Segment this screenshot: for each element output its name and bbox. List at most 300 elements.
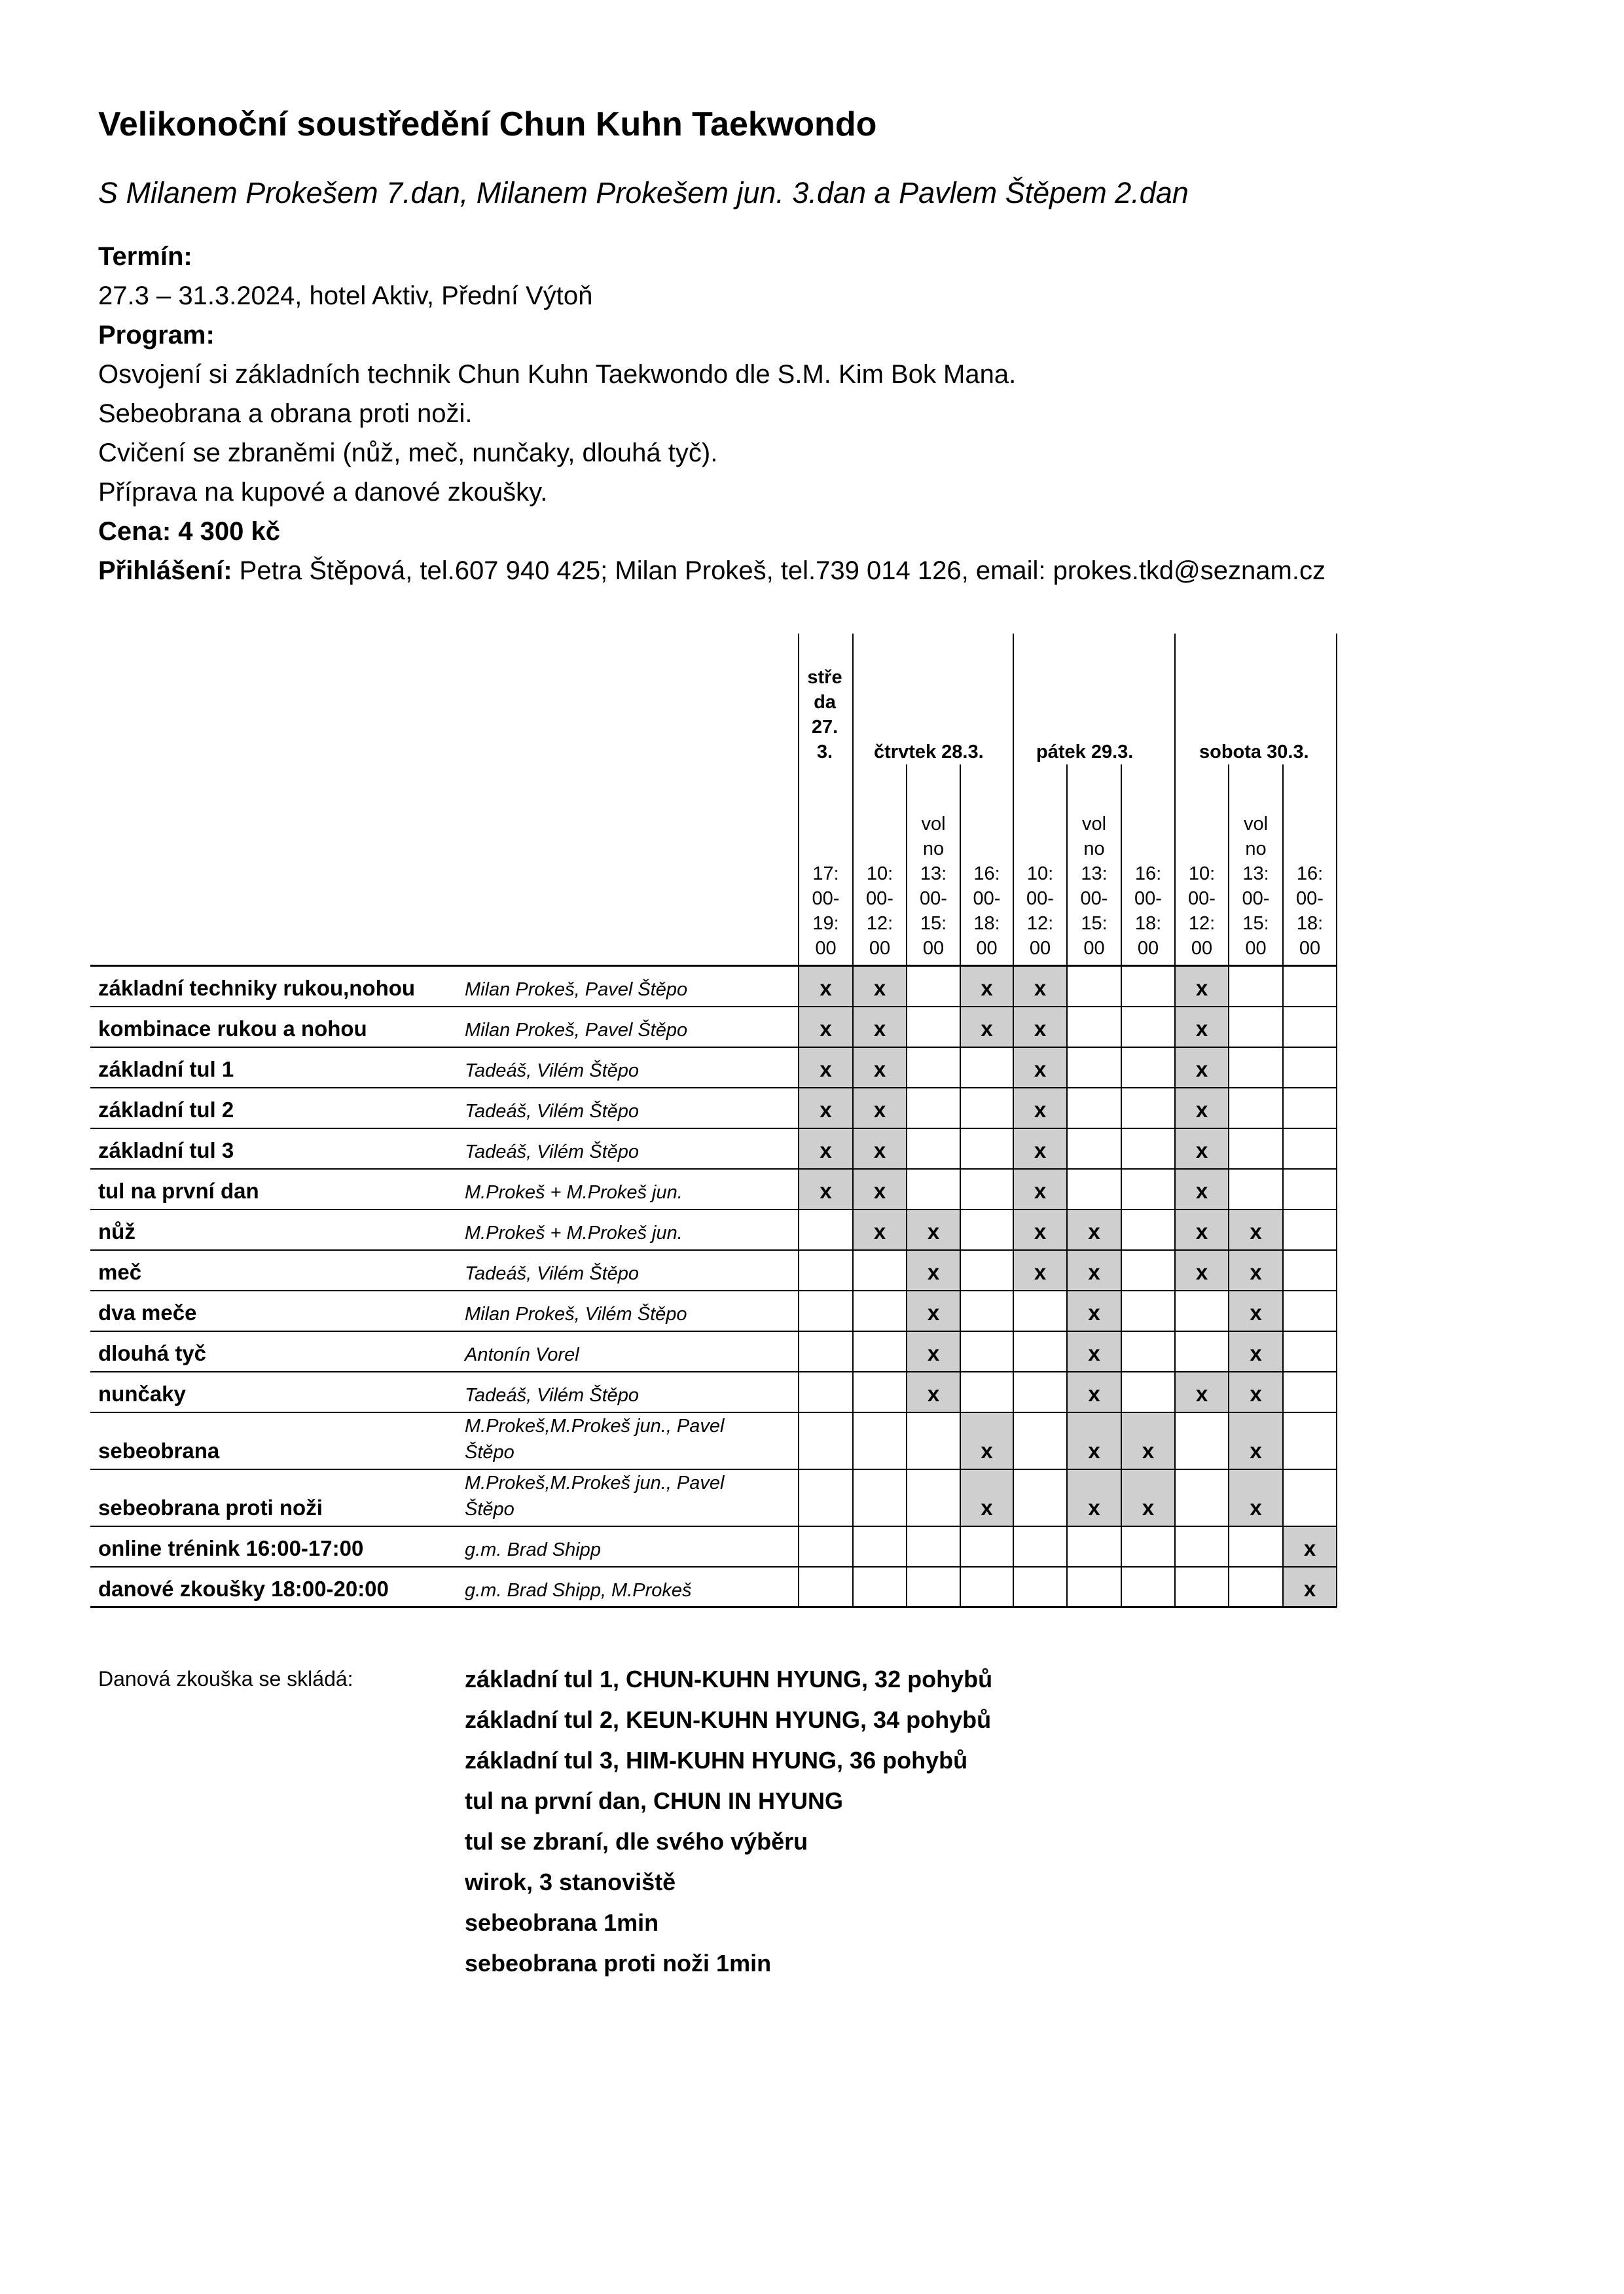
- time-slot-line: 00: [1245, 938, 1267, 959]
- time-slot-line: 00: [815, 938, 837, 959]
- scheduled-cell: [960, 1412, 1013, 1469]
- empty-cell: [907, 1526, 960, 1567]
- schedule-mark: x: [1195, 1219, 1208, 1244]
- time-slot-line: vol: [921, 814, 946, 834]
- registration: [98, 551, 1326, 590]
- empty-cell: [1175, 1291, 1229, 1331]
- schedule-mark: x: [1195, 1098, 1208, 1122]
- time-slot-line: 13:: [920, 863, 947, 884]
- empty-cell: [1175, 1469, 1229, 1526]
- scheduled-cell: [1229, 1372, 1283, 1412]
- schedule-mark: x: [1088, 1496, 1100, 1520]
- row-rule: [90, 1209, 1337, 1210]
- scheduled-cell: [853, 1007, 907, 1047]
- bottom-rule: [90, 1606, 1337, 1608]
- scheduled-cell: [907, 1291, 960, 1331]
- time-slot: [1179, 861, 1225, 961]
- empty-cell: [907, 1469, 960, 1526]
- time-slot-line: 18:: [1134, 913, 1162, 934]
- row-rule: [90, 1006, 1337, 1007]
- day-border: [1174, 634, 1176, 1607]
- schedule-mark: x: [1195, 1260, 1208, 1284]
- empty-cell: [853, 1291, 907, 1331]
- program-line: Příprava na kupové a danové zkoušky.: [98, 478, 548, 507]
- empty-cell: [907, 1567, 960, 1607]
- instructor-label: [465, 1220, 683, 1246]
- schedule-mark: x: [820, 1138, 832, 1162]
- instructor-line: M.Prokeš + M.Prokeš jun.: [465, 1223, 683, 1244]
- scheduled-cell: [1175, 1088, 1229, 1128]
- scheduled-cell: [1229, 1291, 1283, 1331]
- time-slot-line: 00-: [1296, 888, 1324, 909]
- schedule-mark: x: [1034, 1098, 1047, 1122]
- empty-cell: [907, 1088, 960, 1128]
- time-slot-line: 00: [922, 938, 945, 959]
- row-rule: [90, 1168, 1337, 1170]
- empty-cell: [907, 1412, 960, 1469]
- schedule-mark: x: [1034, 1179, 1047, 1203]
- exam-item: základní tul 2, KEUN-KUHN HYUNG, 34 pohybů: [465, 1706, 992, 1733]
- row-rule: [90, 1128, 1337, 1129]
- empty-cell: [1121, 1526, 1175, 1567]
- scheduled-cell: [960, 1007, 1013, 1047]
- time-slot-line: 15:: [920, 913, 947, 934]
- time-slot-line: 13:: [1242, 863, 1269, 884]
- instructor-line: Milan Prokeš, Pavel Štěpo: [465, 1020, 688, 1041]
- empty-cell: [960, 1526, 1013, 1567]
- empty-cell: [1175, 1412, 1229, 1469]
- time-slot-line: 15:: [1242, 913, 1269, 934]
- schedule-mark: x: [1303, 1577, 1316, 1601]
- empty-cell: [799, 1412, 853, 1469]
- instructor-line: Antonín Vorel: [465, 1344, 579, 1365]
- empty-cell: [907, 1128, 960, 1169]
- empty-cell: [799, 1250, 853, 1291]
- day-border: [1336, 634, 1337, 1607]
- schedule-mark: x: [1088, 1219, 1100, 1244]
- schedule-table: [90, 634, 1350, 1621]
- scheduled-cell: [853, 1047, 907, 1088]
- scheduled-cell: [1175, 1210, 1229, 1250]
- empty-cell: [1013, 1291, 1067, 1331]
- instructor-label: [465, 977, 687, 1003]
- time-slot-line: no: [922, 838, 945, 859]
- day-header-line: 27.: [811, 717, 839, 738]
- empty-cell: [1121, 1210, 1175, 1250]
- activity-label: nůž: [98, 1219, 135, 1244]
- day-header-line: 3.: [816, 742, 833, 762]
- empty-cell: [960, 1291, 1013, 1331]
- term-label: Termín:: [98, 242, 192, 271]
- empty-cell: [1067, 1128, 1121, 1169]
- scheduled-cell: [1067, 1469, 1121, 1526]
- schedule-mark: x: [1250, 1219, 1262, 1244]
- scheduled-cell: [1283, 1526, 1337, 1567]
- empty-cell: [1229, 1088, 1283, 1128]
- instructor-label: [465, 1098, 639, 1124]
- time-slot: [911, 812, 956, 961]
- empty-cell: [799, 1526, 853, 1567]
- activity-label: základní tul 1: [98, 1057, 234, 1081]
- schedule-mark: x: [1195, 1016, 1208, 1041]
- empty-cell: [1013, 1331, 1067, 1372]
- schedule-mark: x: [820, 1016, 832, 1041]
- empty-cell: [960, 1567, 1013, 1607]
- scheduled-cell: [1229, 1469, 1283, 1526]
- time-slot-line: 00: [1191, 938, 1213, 959]
- time-slot-line: 16:: [1296, 863, 1324, 884]
- day-border: [798, 634, 799, 1607]
- time-slot-line: 00: [1137, 938, 1159, 959]
- schedule-mark: x: [1250, 1260, 1262, 1284]
- activity-label: meč: [98, 1260, 142, 1284]
- schedule-mark: x: [1250, 1496, 1262, 1520]
- row-rule: [90, 1469, 1337, 1470]
- empty-cell: [1283, 1128, 1337, 1169]
- scheduled-cell: [853, 1210, 907, 1250]
- time-slot-line: 10:: [1026, 863, 1054, 884]
- instructor-label: [465, 1413, 724, 1465]
- scheduled-cell: [1175, 1372, 1229, 1412]
- schedule-mark: x: [820, 1098, 832, 1122]
- scheduled-cell: [1175, 1007, 1229, 1047]
- empty-cell: [799, 1469, 853, 1526]
- time-slot-line: 16:: [973, 863, 1000, 884]
- schedule-mark: x: [1142, 1439, 1155, 1463]
- schedule-mark: x: [981, 976, 993, 1000]
- scheduled-cell: [1067, 1250, 1121, 1291]
- empty-cell: [1013, 1469, 1067, 1526]
- time-slot: [1072, 812, 1117, 961]
- empty-cell: [1067, 1567, 1121, 1607]
- slot-border: [1228, 764, 1229, 1607]
- scheduled-cell: [1013, 1007, 1067, 1047]
- time-slot-line: 12:: [866, 913, 893, 934]
- empty-cell: [1283, 1210, 1337, 1250]
- activity-label: online trénink 16:00-17:00: [98, 1536, 364, 1560]
- row-rule: [90, 1249, 1337, 1251]
- schedule-mark: x: [1195, 976, 1208, 1000]
- empty-cell: [960, 1210, 1013, 1250]
- schedule-mark: x: [820, 1179, 832, 1203]
- schedule-mark: x: [1034, 1219, 1047, 1244]
- program-line: Cvičení se zbraněmi (nůž, meč, nunčaky, dlouhá tyč).: [98, 439, 718, 467]
- schedule-mark: x: [927, 1382, 940, 1406]
- schedule-mark: x: [981, 1439, 993, 1463]
- exam-item: tul se zbraní, dle svého výběru: [465, 1828, 808, 1855]
- empty-cell: [907, 1169, 960, 1210]
- empty-cell: [799, 1331, 853, 1372]
- empty-cell: [1175, 1331, 1229, 1372]
- time-slot-line: 00: [869, 938, 891, 959]
- time-slot-line: 00-: [973, 888, 1001, 909]
- page-subtitle: S Milanem Prokešem 7.dan, Milanem Prokešem jun. 3.dan a Pavlem Štěpem 2.dan: [98, 176, 1189, 209]
- empty-cell: [853, 1469, 907, 1526]
- empty-cell: [960, 1169, 1013, 1210]
- schedule-mark: x: [927, 1300, 940, 1325]
- time-slot-line: 12:: [1188, 913, 1216, 934]
- scheduled-cell: [1067, 1372, 1121, 1412]
- scheduled-cell: [853, 1088, 907, 1128]
- empty-cell: [1121, 1007, 1175, 1047]
- instructor-line: Milan Prokeš, Vilém Štěpo: [465, 1304, 687, 1325]
- time-slot: [1287, 861, 1333, 961]
- schedule-mark: x: [1195, 1382, 1208, 1406]
- empty-cell: [1067, 966, 1121, 1007]
- scheduled-cell: [1067, 1291, 1121, 1331]
- empty-cell: [907, 966, 960, 1007]
- schedule-mark: x: [1088, 1260, 1100, 1284]
- time-slot-line: 00-: [1134, 888, 1162, 909]
- slot-border: [1066, 764, 1068, 1607]
- scheduled-cell: [1013, 1128, 1067, 1169]
- scheduled-cell: [799, 966, 853, 1007]
- schedule-mark: x: [1034, 1016, 1047, 1041]
- program-label: Program:: [98, 321, 215, 349]
- time-slot-line: 00-: [1026, 888, 1054, 909]
- empty-cell: [1229, 966, 1283, 1007]
- scheduled-cell: [1175, 1047, 1229, 1088]
- exam-item: sebeobrana proti noži 1min: [465, 1950, 772, 1977]
- scheduled-cell: [1067, 1331, 1121, 1372]
- row-rule: [90, 1087, 1337, 1088]
- empty-cell: [1121, 1291, 1175, 1331]
- empty-cell: [960, 1047, 1013, 1088]
- instructor-line: Štěpo: [465, 1499, 514, 1520]
- scheduled-cell: [799, 1007, 853, 1047]
- activity-label: základní tul 3: [98, 1138, 234, 1162]
- empty-cell: [1283, 1047, 1337, 1088]
- scheduled-cell: [1175, 1169, 1229, 1210]
- schedule-mark: x: [1088, 1341, 1100, 1365]
- registration-label: Přihlášení:: [98, 556, 232, 585]
- scheduled-cell: [853, 1169, 907, 1210]
- time-slot-line: 13:: [1081, 863, 1108, 884]
- row-rule: [90, 1331, 1337, 1332]
- time-slot-line: 16:: [1134, 863, 1162, 884]
- empty-cell: [1229, 1047, 1283, 1088]
- exam-item: wirok, 3 stanoviště: [465, 1869, 676, 1895]
- schedule-mark: x: [1142, 1496, 1155, 1520]
- day-header-line: da: [814, 692, 836, 713]
- empty-cell: [1175, 1567, 1229, 1607]
- activity-label: základní techniky rukou,nohou: [98, 976, 416, 1000]
- empty-cell: [960, 1088, 1013, 1128]
- empty-cell: [853, 1331, 907, 1372]
- row-rule: [90, 1371, 1337, 1372]
- schedule-mark: x: [927, 1260, 940, 1284]
- schedule-mark: x: [873, 1138, 886, 1162]
- instructor-line: M.Prokeš + M.Prokeš jun.: [465, 1182, 683, 1203]
- empty-cell: [799, 1372, 853, 1412]
- day-border: [852, 634, 854, 1607]
- empty-cell: [1013, 1412, 1067, 1469]
- empty-cell: [907, 1047, 960, 1088]
- slot-border: [1121, 764, 1122, 1607]
- time-slot: [803, 861, 849, 961]
- activity-label: tul na první dan: [98, 1179, 259, 1203]
- schedule-mark: x: [1250, 1439, 1262, 1463]
- row-rule: [90, 1526, 1337, 1527]
- instructor-label: [465, 1301, 687, 1327]
- time-slot-line: 00-: [1188, 888, 1216, 909]
- schedule-mark: x: [1250, 1341, 1262, 1365]
- time-slot-line: 00: [976, 938, 998, 959]
- time-slot-line: 18:: [973, 913, 1000, 934]
- scheduled-cell: [960, 1469, 1013, 1526]
- time-slot: [964, 861, 1010, 961]
- schedule-mark: x: [1034, 1138, 1047, 1162]
- day-header: sobota 30.3.: [1199, 742, 1309, 762]
- empty-cell: [1067, 1169, 1121, 1210]
- day-header: pátek 29.3.: [1036, 742, 1134, 762]
- empty-cell: [1121, 1567, 1175, 1607]
- time-slot: [1017, 861, 1063, 961]
- empty-cell: [1229, 1007, 1283, 1047]
- empty-cell: [1283, 1250, 1337, 1291]
- time-slot-line: vol: [1081, 814, 1107, 834]
- empty-cell: [853, 1372, 907, 1412]
- scheduled-cell: [1121, 1412, 1175, 1469]
- scheduled-cell: [1013, 1047, 1067, 1088]
- header-rule: [90, 965, 1337, 967]
- time-slot-line: vol: [1243, 814, 1269, 834]
- empty-cell: [1229, 1128, 1283, 1169]
- empty-cell: [960, 1250, 1013, 1291]
- scheduled-cell: [1283, 1567, 1337, 1607]
- scheduled-cell: [799, 1088, 853, 1128]
- instructor-line: Tadeáš, Vilém Štěpo: [465, 1385, 640, 1406]
- schedule-mark: x: [873, 1098, 886, 1122]
- empty-cell: [1013, 1526, 1067, 1567]
- scheduled-cell: [1229, 1412, 1283, 1469]
- day-border: [1013, 634, 1014, 1607]
- time-slot-line: 00: [1299, 938, 1321, 959]
- schedule-mark: x: [820, 1057, 832, 1081]
- schedule-mark: x: [1195, 1138, 1208, 1162]
- empty-cell: [853, 1526, 907, 1567]
- slot-border: [906, 764, 907, 1607]
- time-slot-line: 12:: [1026, 913, 1054, 934]
- schedule-mark: x: [981, 1016, 993, 1041]
- scheduled-cell: [1121, 1469, 1175, 1526]
- day-header-wednesday: [805, 665, 844, 764]
- time-slot-line: 15:: [1081, 913, 1108, 934]
- activity-label: dlouhá tyč: [98, 1341, 207, 1365]
- empty-cell: [1121, 1250, 1175, 1291]
- time-slot: [1125, 861, 1171, 961]
- time-slot: [857, 861, 903, 961]
- activity-label: sebeobrana proti noži: [98, 1496, 323, 1520]
- scheduled-cell: [1229, 1331, 1283, 1372]
- term-value: 27.3 – 31.3.2024, hotel Aktiv, Přední Výtoň: [98, 281, 593, 310]
- scheduled-cell: [1013, 1088, 1067, 1128]
- empty-cell: [1121, 1128, 1175, 1169]
- scheduled-cell: [1175, 966, 1229, 1007]
- instructor-label: [465, 1058, 639, 1084]
- empty-cell: [853, 1250, 907, 1291]
- empty-cell: [1121, 1047, 1175, 1088]
- activity-label: danové zkoušky 18:00-20:00: [98, 1577, 389, 1601]
- scheduled-cell: [907, 1250, 960, 1291]
- empty-cell: [1283, 1291, 1337, 1331]
- schedule-mark: x: [820, 976, 832, 1000]
- schedule-mark: x: [1088, 1300, 1100, 1325]
- empty-cell: [1283, 1169, 1337, 1210]
- schedule-mark: x: [927, 1341, 940, 1365]
- empty-cell: [1283, 1372, 1337, 1412]
- instructor-label: [465, 1470, 724, 1522]
- instructor-line: M.Prokeš,M.Prokeš jun., Pavel: [465, 1416, 725, 1437]
- schedule-mark: x: [873, 1057, 886, 1081]
- time-slot-line: 00: [1083, 938, 1105, 959]
- time-slot-line: 18:: [1296, 913, 1324, 934]
- scheduled-cell: [1067, 1412, 1121, 1469]
- empty-cell: [1121, 1088, 1175, 1128]
- instructor-label: [465, 1139, 639, 1165]
- schedule-mark: x: [1303, 1536, 1316, 1560]
- activity-label: dva meče: [98, 1300, 197, 1325]
- scheduled-cell: [799, 1169, 853, 1210]
- instructor-label: [465, 1537, 601, 1563]
- instructor-label: [465, 1261, 639, 1287]
- schedule-mark: x: [1088, 1439, 1100, 1463]
- instructor-label: [465, 1577, 692, 1604]
- schedule-mark: x: [1034, 1057, 1047, 1081]
- row-rule: [90, 1047, 1337, 1048]
- instructor-label: [465, 1179, 683, 1206]
- empty-cell: [1121, 1331, 1175, 1372]
- instructor-line: g.m. Brad Shipp: [465, 1539, 601, 1560]
- instructor-line: Tadeáš, Vilém Štěpo: [465, 1060, 640, 1081]
- empty-cell: [1121, 1372, 1175, 1412]
- empty-cell: [1013, 1372, 1067, 1412]
- slot-border: [960, 764, 961, 1607]
- schedule-mark: x: [1088, 1382, 1100, 1406]
- empty-cell: [853, 1567, 907, 1607]
- registration-value: Petra Štěpová, tel.607 940 425; Milan Prokeš, tel.739 014 126, email: prokes.tkd@seznam.cz: [239, 556, 1326, 585]
- schedule-mark: x: [873, 1179, 886, 1203]
- scheduled-cell: [799, 1128, 853, 1169]
- empty-cell: [960, 1331, 1013, 1372]
- exam-item: základní tul 1, CHUN-KUHN HYUNG, 32 pohybů: [465, 1666, 993, 1693]
- exam-label: Danová zkouška se skládá:: [98, 1667, 353, 1691]
- exam-item: tul na první dan, CHUN IN HYUNG: [465, 1787, 844, 1814]
- empty-cell: [799, 1210, 853, 1250]
- row-rule: [90, 1412, 1337, 1413]
- time-slot-line: 00: [1029, 938, 1051, 959]
- activity-label: sebeobrana: [98, 1439, 220, 1463]
- schedule-mark: x: [981, 1496, 993, 1520]
- empty-cell: [1067, 1007, 1121, 1047]
- time-slot-line: 00-: [920, 888, 947, 909]
- scheduled-cell: [1013, 1210, 1067, 1250]
- scheduled-cell: [907, 1210, 960, 1250]
- schedule-mark: x: [873, 976, 886, 1000]
- scheduled-cell: [1229, 1250, 1283, 1291]
- empty-cell: [1067, 1526, 1121, 1567]
- page-title: Velikonoční soustředění Chun Kuhn Taekwondo: [98, 105, 877, 143]
- empty-cell: [1121, 1169, 1175, 1210]
- empty-cell: [1175, 1526, 1229, 1567]
- scheduled-cell: [1013, 1169, 1067, 1210]
- instructor-line: Tadeáš, Vilém Štěpo: [465, 1263, 640, 1284]
- schedule-mark: x: [1034, 1260, 1047, 1284]
- schedule-mark: x: [1195, 1057, 1208, 1081]
- instructor-line: Tadeáš, Vilém Štěpo: [465, 1141, 640, 1162]
- scheduled-cell: [1013, 966, 1067, 1007]
- schedule-mark: x: [1250, 1382, 1262, 1406]
